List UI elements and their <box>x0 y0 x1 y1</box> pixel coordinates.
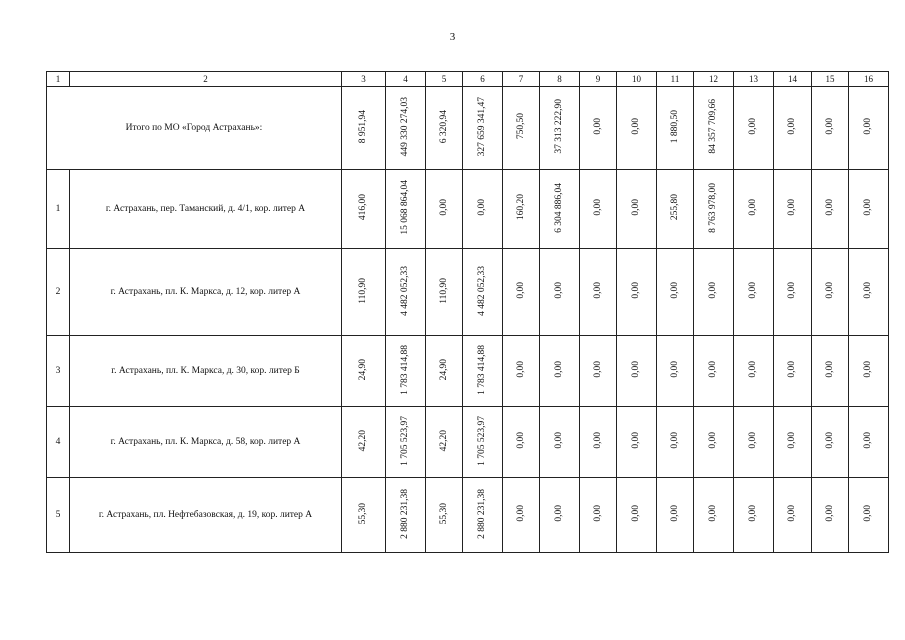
data-table <box>46 71 889 553</box>
table-cell: 0,00 <box>849 249 889 336</box>
table-cell: 1 783 414,88 <box>386 336 426 407</box>
column-header: 7 <box>503 72 540 87</box>
row-index: 1 <box>47 170 70 249</box>
table-cell: 416,00 <box>342 170 386 249</box>
row-index: 4 <box>47 407 70 478</box>
table-cell: 0,00 <box>580 336 617 407</box>
column-header: 6 <box>463 72 503 87</box>
table-cell: 0,00 <box>540 336 580 407</box>
table-cell: 0,00 <box>734 170 774 249</box>
table-cell: 0,00 <box>812 170 849 249</box>
table-cell: 0,00 <box>734 478 774 553</box>
table-cell: 0,00 <box>657 336 694 407</box>
table-cell: 55,30 <box>426 478 463 553</box>
table-cell: 0,00 <box>617 87 657 170</box>
table-cell: 6 304 886,04 <box>540 170 580 249</box>
table-cell: 0,00 <box>849 170 889 249</box>
table-cell: 0,00 <box>774 478 812 553</box>
table-cell: 0,00 <box>617 478 657 553</box>
table-cell: 0,00 <box>694 478 734 553</box>
table-cell: 0,00 <box>580 478 617 553</box>
table-cell: 42,20 <box>342 407 386 478</box>
table-cell: 449 330 274,03 <box>386 87 426 170</box>
table-cell: 327 659 341,47 <box>463 87 503 170</box>
column-header: 12 <box>694 72 734 87</box>
table-cell: 0,00 <box>849 336 889 407</box>
table-cell: 24,90 <box>342 336 386 407</box>
column-header: 4 <box>386 72 426 87</box>
table-cell: 8 763 978,00 <box>694 170 734 249</box>
table-cell: 1 705 523,97 <box>386 407 426 478</box>
row-index: 2 <box>47 249 70 336</box>
table-cell: 110,90 <box>426 249 463 336</box>
table-cell: 255,80 <box>657 170 694 249</box>
table-cell: 0,00 <box>694 249 734 336</box>
table-cell: 0,00 <box>812 87 849 170</box>
column-number-row <box>47 72 889 87</box>
row-index: 3 <box>47 336 70 407</box>
table-cell: 0,00 <box>774 407 812 478</box>
table-cell: 55,30 <box>342 478 386 553</box>
column-header: 5 <box>426 72 463 87</box>
column-header: 2 <box>70 72 342 87</box>
address-cell: г. Астрахань, пл. К. Маркса, д. 12, кор. литер А <box>70 249 342 336</box>
table-cell: 0,00 <box>849 478 889 553</box>
page-number: 3 <box>449 31 456 43</box>
table-cell: 0,00 <box>734 249 774 336</box>
table-cell: 160,20 <box>503 170 540 249</box>
table-cell: 24,90 <box>426 336 463 407</box>
table-cell: 0,00 <box>774 87 812 170</box>
address-cell: г. Астрахань, пл. Нефтебазовская, д. 19, кор. литер А <box>70 478 342 553</box>
table-cell: 0,00 <box>694 336 734 407</box>
table-cell: 0,00 <box>540 249 580 336</box>
table-row <box>47 407 889 478</box>
table-row <box>47 170 889 249</box>
table-cell: 0,00 <box>734 87 774 170</box>
table-cell: 0,00 <box>463 170 503 249</box>
table-cell: 0,00 <box>617 249 657 336</box>
table-cell: 0,00 <box>812 478 849 553</box>
table-cell: 1 705 523,97 <box>463 407 503 478</box>
table-cell: 0,00 <box>540 407 580 478</box>
table-cell: 0,00 <box>774 170 812 249</box>
table-cell: 0,00 <box>812 336 849 407</box>
table-cell: 1 880,50 <box>657 87 694 170</box>
table-cell: 0,00 <box>580 407 617 478</box>
column-header: 11 <box>657 72 694 87</box>
column-header: 13 <box>734 72 774 87</box>
column-header: 1 <box>47 72 70 87</box>
table-cell: 0,00 <box>503 336 540 407</box>
table-cell: 0,00 <box>617 336 657 407</box>
address-cell: г. Астрахань, пл. К. Маркса, д. 58, кор. литер А <box>70 407 342 478</box>
table-cell: 4 482 052,33 <box>463 249 503 336</box>
table-cell: 0,00 <box>734 336 774 407</box>
table-row <box>47 249 889 336</box>
table-cell: 0,00 <box>503 478 540 553</box>
table-cell: 0,00 <box>849 87 889 170</box>
table-cell: 0,00 <box>580 249 617 336</box>
table-cell: 42,20 <box>426 407 463 478</box>
table-cell: 84 357 709,66 <box>694 87 734 170</box>
table-cell: 0,00 <box>540 478 580 553</box>
column-header: 16 <box>849 72 889 87</box>
table-cell: 0,00 <box>774 249 812 336</box>
table-cell: 4 482 052,33 <box>386 249 426 336</box>
table-cell: 750,50 <box>503 87 540 170</box>
table-cell: 6 320,94 <box>426 87 463 170</box>
table-cell: 0,00 <box>580 170 617 249</box>
column-header: 14 <box>774 72 812 87</box>
row-index: 5 <box>47 478 70 553</box>
table-cell: 2 880 231,38 <box>386 478 426 553</box>
table-cell: 0,00 <box>734 407 774 478</box>
table-cell: 0,00 <box>812 249 849 336</box>
total-row <box>47 87 889 170</box>
address-cell: г. Астрахань, пер. Таманский, д. 4/1, кор. литер А <box>70 170 342 249</box>
table-cell: 0,00 <box>657 249 694 336</box>
total-label: Итого по МО «Город Астрахань»: <box>47 87 342 170</box>
column-header: 9 <box>580 72 617 87</box>
table-cell: 0,00 <box>426 170 463 249</box>
table-cell: 0,00 <box>849 407 889 478</box>
column-header: 10 <box>617 72 657 87</box>
column-header: 15 <box>812 72 849 87</box>
table-cell: 0,00 <box>657 478 694 553</box>
table-row <box>47 478 889 553</box>
table-cell: 8 951,94 <box>342 87 386 170</box>
table-cell: 0,00 <box>617 407 657 478</box>
table-row <box>47 336 889 407</box>
table-cell: 0,00 <box>503 407 540 478</box>
table-cell: 0,00 <box>694 407 734 478</box>
table-cell: 0,00 <box>657 407 694 478</box>
column-header: 3 <box>342 72 386 87</box>
table-cell: 2 880 231,38 <box>463 478 503 553</box>
table-cell: 37 313 222,90 <box>540 87 580 170</box>
table-cell: 0,00 <box>580 87 617 170</box>
table-cell: 0,00 <box>812 407 849 478</box>
table-cell: 1 783 414,88 <box>463 336 503 407</box>
column-header: 8 <box>540 72 580 87</box>
table-cell: 0,00 <box>503 249 540 336</box>
table-cell: 15 068 864,04 <box>386 170 426 249</box>
table-cell: 0,00 <box>617 170 657 249</box>
table-cell: 0,00 <box>774 336 812 407</box>
address-cell: г. Астрахань, пл. К. Маркса, д. 30, кор. литер Б <box>70 336 342 407</box>
table-cell: 110,90 <box>342 249 386 336</box>
